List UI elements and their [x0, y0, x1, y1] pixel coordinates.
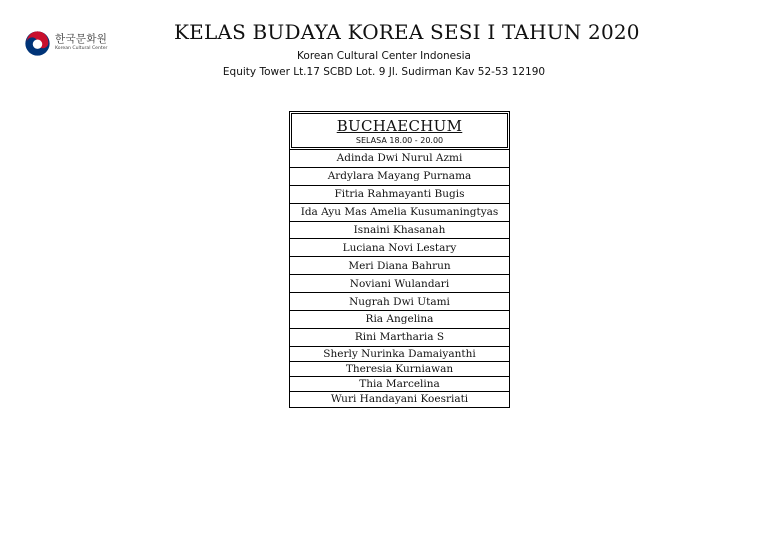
- participant-row: Rini Martharia S: [290, 328, 509, 346]
- participant-row: Wuri Handayani Koesriati: [290, 391, 509, 406]
- participant-row: Ida Ayu Mas Amelia Kusumaningtyas: [290, 203, 509, 221]
- logo-english-text: Korean Cultural Center: [55, 46, 108, 52]
- participant-row: Nugrah Dwi Utami: [290, 292, 509, 310]
- participant-row: Isnaini Khasanah: [290, 221, 509, 239]
- organization-name: Korean Cultural Center Indonesia: [297, 50, 471, 62]
- page-title: KELAS BUDAYA KOREA SESI I TAHUN 2020: [174, 20, 640, 44]
- logo-korean-text: 한국문화원: [55, 32, 108, 45]
- organization-address: Equity Tower Lt.17 SCBD Lot. 9 Jl. Sudirman Kav 52-53 12190: [222, 66, 546, 78]
- participant-row: Theresia Kurniawan: [290, 361, 509, 376]
- kcc-logo: [24, 29, 119, 57]
- participant-row: Adinda Dwi Nurul Azmi: [290, 149, 509, 167]
- class-header: [291, 113, 508, 148]
- class-table: [289, 111, 510, 408]
- participant-row: Ria Angelina: [290, 310, 509, 328]
- participant-row: Meri Diana Bahrun: [290, 256, 509, 274]
- participant-row: Ardylara Mayang Purnama: [290, 167, 509, 185]
- participant-row: Sherly Nurinka Damaiyanthi: [290, 346, 509, 361]
- participant-row: Luciana Novi Lestary: [290, 238, 509, 256]
- participant-row: Thia Marcelina: [290, 376, 509, 391]
- class-name: BUCHAECHUM: [336, 117, 463, 135]
- taegeuk-icon: [24, 30, 51, 57]
- class-schedule: SELASA 18.00 - 20.00: [355, 136, 444, 145]
- participant-row: Noviani Wulandari: [290, 274, 509, 292]
- participant-row: Fitria Rahmayanti Bugis: [290, 185, 509, 203]
